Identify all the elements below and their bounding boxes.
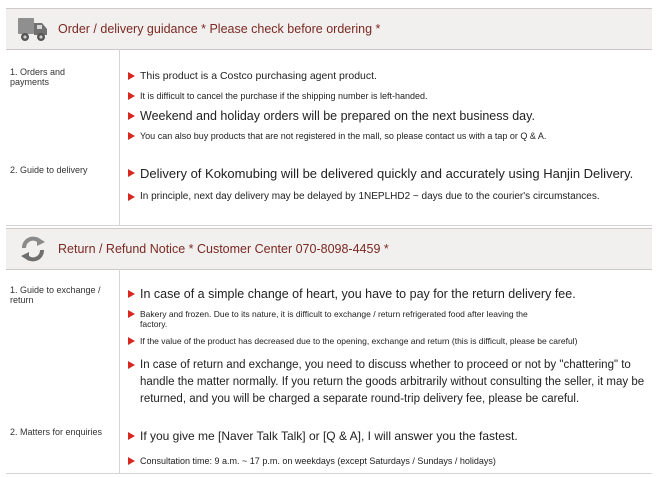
order-delivery-header: [6, 8, 652, 50]
bullet-triangle-icon: [128, 193, 135, 201]
list-item: Weekend and holiday orders will be prepared on the next business day.: [128, 109, 535, 123]
return-refund-header: [6, 228, 652, 270]
list-item: It is difficult to cancel the purchase if the shipping number is left-handed.: [128, 91, 428, 101]
bullet-triangle-icon: [128, 337, 135, 345]
list-item: Delivery of Kokomubing will be delivered quickly and accurately using Hanjin Delivery.: [128, 166, 633, 181]
order-delivery-title: Order / delivery guidance * Please check before ordering *: [58, 22, 381, 36]
row-label-exchange-return: 1. Guide to exchange / return: [10, 285, 101, 305]
return-refund-title: Return / Refund Notice * Customer Center 070-8098-4459 *: [58, 242, 389, 256]
list-item: This product is a Costco purchasing agent product.: [128, 70, 377, 82]
bullet-triangle-icon: [128, 72, 135, 80]
order-delivery-section: [6, 49, 652, 226]
row-label-delivery-guide: 2. Guide to delivery: [10, 165, 88, 175]
bullet-triangle-icon: [128, 290, 135, 298]
column-divider: [119, 269, 120, 473]
column-divider: [119, 49, 120, 225]
bullet-triangle-icon: [128, 169, 135, 177]
list-item: In case of a simple change of heart, you have to pay for the return delivery fee.: [128, 287, 576, 301]
list-item: Consultation time: 9 a.m. ~ 17 p.m. on weekdays (except Saturdays / Sundays / holidays): [128, 456, 496, 466]
list-item: Bakery and frozen. Due to its nature, it is difficult to exchange / return refrigerated food after leaving the factory.: [128, 309, 528, 329]
list-item: You can also buy products that are not registered in the mall, so please contact us with a tap or Q & A.: [128, 131, 546, 141]
bullet-triangle-icon: [128, 361, 135, 369]
row-label-orders-payments: 1. Orders and payments: [10, 67, 66, 87]
truck-icon: [16, 14, 50, 44]
bullet-triangle-icon: [128, 432, 135, 440]
list-item: If the value of the product has decreased due to the opening, exchange and return (this is difficult, please be careful): [128, 336, 577, 346]
list-item: In case of return and exchange, you need to discuss whether to proceed or not by "chattering" to handle the matter normally. If you return the goods arbitrarily without consulting the seller, it may be returned, and you will be charged a separate round-trip delivery fee, please be careful.: [128, 357, 646, 408]
bullet-triangle-icon: [128, 112, 135, 120]
return-refund-section: [6, 269, 652, 474]
list-item: In principle, next day delivery may be delayed by 1NEPLHD2 ~ days due to the courier's circumstances.: [128, 191, 600, 202]
refresh-icon: [16, 234, 50, 264]
bullet-triangle-icon: [128, 92, 135, 100]
bullet-triangle-icon: [128, 457, 135, 465]
row-label-enquiries: 2. Matters for enquiries: [10, 427, 103, 437]
list-item: If you give me [Naver Talk Talk] or [Q & A], I will answer you the fastest.: [128, 429, 518, 443]
bullet-triangle-icon: [128, 310, 135, 318]
bullet-triangle-icon: [128, 132, 135, 140]
